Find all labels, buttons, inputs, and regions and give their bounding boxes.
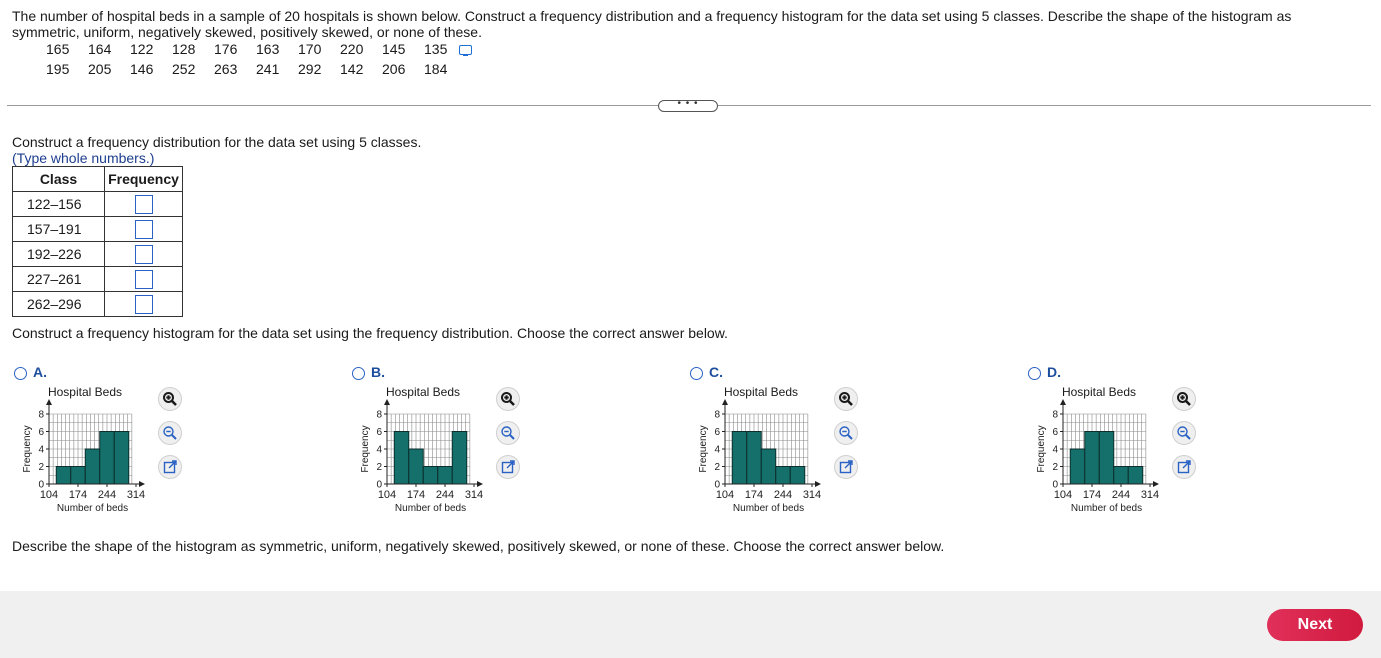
y-axis-arrow bbox=[1060, 399, 1066, 405]
x-tick-label: 104 bbox=[377, 489, 397, 501]
histogram-bar bbox=[761, 449, 776, 484]
y-axis-arrow bbox=[722, 399, 728, 405]
question-text: The number of hospital beds in a sample of 20 hospitals is shown below. Construct a frequency distribution and a frequency histogram for the data set using 5 classes. Describe the shape of the histogram as symmetric, uniform, negatively skewed, positively skewed, or none of these. bbox=[12, 8, 1292, 40]
table-row bbox=[13, 242, 183, 267]
x-axis-label: Number of beds bbox=[1070, 503, 1143, 514]
y-tick-label: 6 bbox=[38, 427, 44, 438]
y-tick-label: 2 bbox=[376, 462, 382, 473]
data-value: 170 bbox=[298, 41, 322, 57]
x-tick-label: 104 bbox=[1053, 489, 1073, 501]
y-tick-label: 8 bbox=[376, 409, 382, 421]
y-tick-label: 0 bbox=[38, 479, 44, 491]
x-tick-label: 244 bbox=[773, 489, 793, 501]
histogram-bar bbox=[394, 432, 409, 485]
y-tick-label: 0 bbox=[714, 479, 720, 491]
class-header: Class bbox=[13, 167, 105, 192]
chart-title: Hospital Beds bbox=[723, 385, 799, 399]
histogram-bar bbox=[790, 467, 805, 485]
x-tick-label: 174 bbox=[406, 489, 426, 501]
x-axis-arrow bbox=[477, 481, 483, 487]
popout-icon[interactable] bbox=[834, 455, 858, 479]
y-axis-label: Frequency bbox=[698, 425, 709, 473]
option-letter: D. bbox=[1047, 364, 1061, 380]
x-tick-label: 244 bbox=[97, 489, 117, 501]
zoom-in-icon[interactable] bbox=[496, 387, 520, 411]
popout-icon[interactable] bbox=[1172, 455, 1196, 479]
zoom-in-icon[interactable] bbox=[1172, 387, 1196, 411]
data-value: 146 bbox=[130, 61, 154, 77]
histogram-bar bbox=[1085, 432, 1100, 485]
frequency-input[interactable] bbox=[135, 195, 153, 214]
footer-bar bbox=[0, 591, 1381, 658]
histogram-bar bbox=[747, 432, 762, 485]
histogram-chart bbox=[1034, 396, 1174, 516]
y-tick-label: 0 bbox=[376, 479, 382, 491]
data-value: 195 bbox=[46, 61, 70, 77]
option-radio[interactable] bbox=[690, 367, 703, 380]
histogram-chart bbox=[358, 396, 498, 516]
part2-instruction: Construct a frequency histogram for the data set using the frequency distribution. Choose the correct answer below. bbox=[12, 325, 728, 341]
y-tick-label: 8 bbox=[714, 409, 720, 421]
histogram-bar bbox=[776, 467, 791, 485]
y-tick-label: 4 bbox=[376, 444, 382, 456]
option-letter: A. bbox=[33, 364, 47, 380]
histogram-bar bbox=[438, 467, 453, 485]
y-tick-label: 2 bbox=[714, 462, 720, 473]
x-tick-label: 174 bbox=[68, 489, 88, 501]
frequency-input[interactable] bbox=[135, 270, 153, 289]
data-value: 135 bbox=[424, 41, 448, 57]
frequency-input[interactable] bbox=[135, 295, 153, 314]
frequency-input[interactable] bbox=[135, 245, 153, 264]
zoom-out-icon[interactable] bbox=[834, 421, 858, 445]
histogram-bar bbox=[1128, 467, 1143, 485]
chart-title: Hospital Beds bbox=[385, 385, 461, 399]
zoom-in-icon[interactable] bbox=[834, 387, 858, 411]
part3-instruction: Describe the shape of the histogram as symmetric, uniform, negatively skewed, positively skewed, or none of these. Choose the correct answer below. bbox=[12, 538, 945, 554]
data-value: 263 bbox=[214, 61, 238, 77]
histogram-bar bbox=[409, 449, 424, 484]
x-tick-label: 314 bbox=[126, 489, 146, 501]
y-tick-label: 2 bbox=[1052, 462, 1058, 473]
data-value: 220 bbox=[340, 41, 364, 57]
x-axis-label: Number of beds bbox=[394, 503, 467, 514]
x-tick-label: 104 bbox=[715, 489, 735, 501]
zoom-out-icon[interactable] bbox=[1172, 421, 1196, 445]
x-tick-label: 174 bbox=[1082, 489, 1102, 501]
class-cell: 227–261 bbox=[13, 267, 105, 292]
histogram-bar bbox=[1070, 449, 1085, 484]
expand-button[interactable]: • • • bbox=[658, 100, 718, 112]
histogram-bar bbox=[85, 449, 100, 484]
y-tick-label: 4 bbox=[714, 444, 720, 456]
table-row bbox=[13, 217, 183, 242]
next-button[interactable]: Next bbox=[1267, 609, 1363, 641]
y-tick-label: 8 bbox=[1052, 409, 1058, 421]
data-value: 165 bbox=[46, 41, 70, 57]
copy-data-icon[interactable] bbox=[459, 45, 472, 55]
histogram-bar bbox=[452, 432, 467, 485]
data-value: 184 bbox=[424, 61, 448, 77]
histogram-bar bbox=[100, 432, 115, 485]
y-axis-arrow bbox=[384, 399, 390, 405]
x-tick-label: 244 bbox=[435, 489, 455, 501]
class-cell: 157–191 bbox=[13, 217, 105, 242]
data-value: 122 bbox=[130, 41, 154, 57]
histogram-bar bbox=[114, 432, 129, 485]
class-cell: 122–156 bbox=[13, 192, 105, 217]
option-letter: C. bbox=[709, 364, 723, 380]
table-row bbox=[13, 267, 183, 292]
frequency-table bbox=[12, 166, 183, 317]
y-tick-label: 4 bbox=[38, 444, 44, 456]
table-row bbox=[13, 292, 183, 317]
chart-title: Hospital Beds bbox=[1061, 385, 1137, 399]
x-tick-label: 314 bbox=[1140, 489, 1160, 501]
x-tick-label: 244 bbox=[1111, 489, 1131, 501]
y-axis-arrow bbox=[46, 399, 52, 405]
x-tick-label: 174 bbox=[744, 489, 764, 501]
y-tick-label: 6 bbox=[714, 427, 720, 438]
x-axis-label: Number of beds bbox=[732, 503, 805, 514]
data-value: 142 bbox=[340, 61, 364, 77]
data-value: 205 bbox=[88, 61, 112, 77]
histogram-chart bbox=[20, 396, 160, 516]
histogram-bar bbox=[732, 432, 747, 485]
frequency-input[interactable] bbox=[135, 220, 153, 239]
x-tick-label: 314 bbox=[464, 489, 484, 501]
x-axis-arrow bbox=[815, 481, 821, 487]
histogram-bar bbox=[56, 467, 71, 485]
frequency-header: Frequency bbox=[105, 167, 183, 192]
y-axis-label: Frequency bbox=[1036, 425, 1047, 473]
option-radio[interactable] bbox=[1028, 367, 1041, 380]
data-value: 176 bbox=[214, 41, 238, 57]
data-value: 241 bbox=[256, 61, 280, 77]
histogram-bar bbox=[1114, 467, 1129, 485]
data-value: 164 bbox=[88, 41, 112, 57]
x-axis-arrow bbox=[1153, 481, 1159, 487]
part1-instruction: Construct a frequency distribution for the data set using 5 classes. bbox=[12, 134, 422, 150]
part1-hint: (Type whole numbers.) bbox=[12, 150, 155, 166]
histogram-bar bbox=[423, 467, 438, 485]
data-value: 252 bbox=[172, 61, 196, 77]
y-tick-label: 8 bbox=[38, 409, 44, 421]
y-tick-label: 6 bbox=[1052, 427, 1058, 438]
y-axis-label: Frequency bbox=[360, 425, 371, 473]
x-tick-label: 104 bbox=[39, 489, 59, 501]
data-value: 163 bbox=[256, 41, 280, 57]
y-tick-label: 0 bbox=[1052, 479, 1058, 491]
option-radio[interactable] bbox=[352, 367, 365, 380]
data-value: 206 bbox=[382, 61, 406, 77]
zoom-out-icon[interactable] bbox=[496, 421, 520, 445]
popout-icon[interactable] bbox=[496, 455, 520, 479]
class-cell: 262–296 bbox=[13, 292, 105, 317]
data-value: 145 bbox=[382, 41, 406, 57]
x-axis-label: Number of beds bbox=[56, 503, 129, 514]
class-cell: 192–226 bbox=[13, 242, 105, 267]
popout-icon[interactable] bbox=[158, 455, 182, 479]
y-tick-label: 6 bbox=[376, 427, 382, 438]
data-value: 292 bbox=[298, 61, 322, 77]
zoom-out-icon[interactable] bbox=[158, 421, 182, 445]
table-row bbox=[13, 192, 183, 217]
histogram-bar bbox=[1099, 432, 1114, 485]
data-value: 128 bbox=[172, 41, 196, 57]
y-tick-label: 4 bbox=[1052, 444, 1058, 456]
x-axis-arrow bbox=[139, 481, 145, 487]
option-letter: B. bbox=[371, 364, 385, 380]
option-radio[interactable] bbox=[14, 367, 27, 380]
y-tick-label: 2 bbox=[38, 462, 44, 473]
chart-title: Hospital Beds bbox=[47, 385, 123, 399]
histogram-chart bbox=[696, 396, 836, 516]
histogram-bar bbox=[71, 467, 86, 485]
y-axis-label: Frequency bbox=[22, 425, 33, 473]
zoom-in-icon[interactable] bbox=[158, 387, 182, 411]
x-tick-label: 314 bbox=[802, 489, 822, 501]
